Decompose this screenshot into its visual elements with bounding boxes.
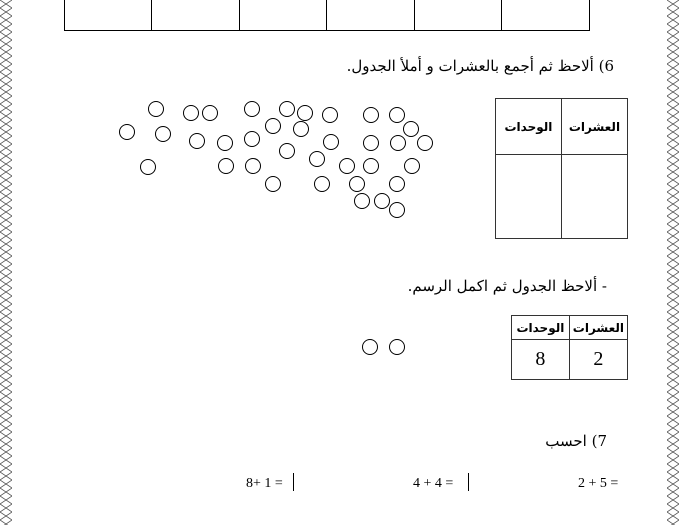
circle (217, 135, 233, 151)
question-7-title: 7) احسب (545, 432, 607, 450)
circle (119, 124, 135, 140)
circle (265, 176, 281, 192)
circle (339, 158, 355, 174)
question-6-title: 6) ألاحظ ثم أجمع بالعشرات و أملأ الجدول. (346, 57, 614, 75)
page-border-left (0, 0, 12, 525)
circle (389, 339, 405, 355)
answer-cell-units[interactable] (496, 155, 562, 239)
circle (309, 151, 325, 167)
circle (322, 107, 338, 123)
equation-3: 2 + 5 = (578, 476, 619, 491)
circle (279, 143, 295, 159)
answer-cell-tens[interactable] (561, 155, 627, 239)
instruction-complete-drawing: - ألاحظ الجدول ثم اكمل الرسم. (407, 277, 607, 295)
circle (218, 158, 234, 174)
value-tens: 2 (569, 340, 627, 380)
circle (363, 107, 379, 123)
circle (389, 107, 405, 123)
circle (354, 193, 370, 209)
circle (323, 134, 339, 150)
circle (148, 101, 164, 117)
circle (245, 158, 261, 174)
circle (293, 121, 309, 137)
header-tens: العشرات (561, 99, 627, 155)
circle (417, 135, 433, 151)
answer-line-2[interactable] (468, 473, 469, 491)
circle (389, 176, 405, 192)
circle (202, 105, 218, 121)
circle (279, 101, 295, 117)
header-units: الوحدات (512, 316, 570, 340)
circle (403, 121, 419, 137)
circle (265, 118, 281, 134)
circle (244, 131, 260, 147)
tens-units-table-blank (495, 98, 628, 239)
equation-1: 8+ 1 = (246, 476, 283, 491)
circle (362, 339, 378, 355)
circle (404, 158, 420, 174)
header-units: الوحدات (496, 99, 562, 155)
circle (314, 176, 330, 192)
tens-units-table-filled (511, 315, 628, 380)
circle (297, 105, 313, 121)
equation-2: 4 + 4 = (413, 476, 454, 491)
circle (374, 193, 390, 209)
circle (349, 176, 365, 192)
page-border-right (667, 0, 679, 525)
circle (244, 101, 260, 117)
circle (140, 159, 156, 175)
circle (183, 105, 199, 121)
circle (389, 202, 405, 218)
header-tens: العشرات (569, 316, 627, 340)
answer-line-1[interactable] (293, 473, 294, 491)
circle (363, 135, 379, 151)
circle (189, 133, 205, 149)
circle (390, 135, 406, 151)
circle (363, 158, 379, 174)
value-units: 8 (512, 340, 570, 380)
circle (155, 126, 171, 142)
